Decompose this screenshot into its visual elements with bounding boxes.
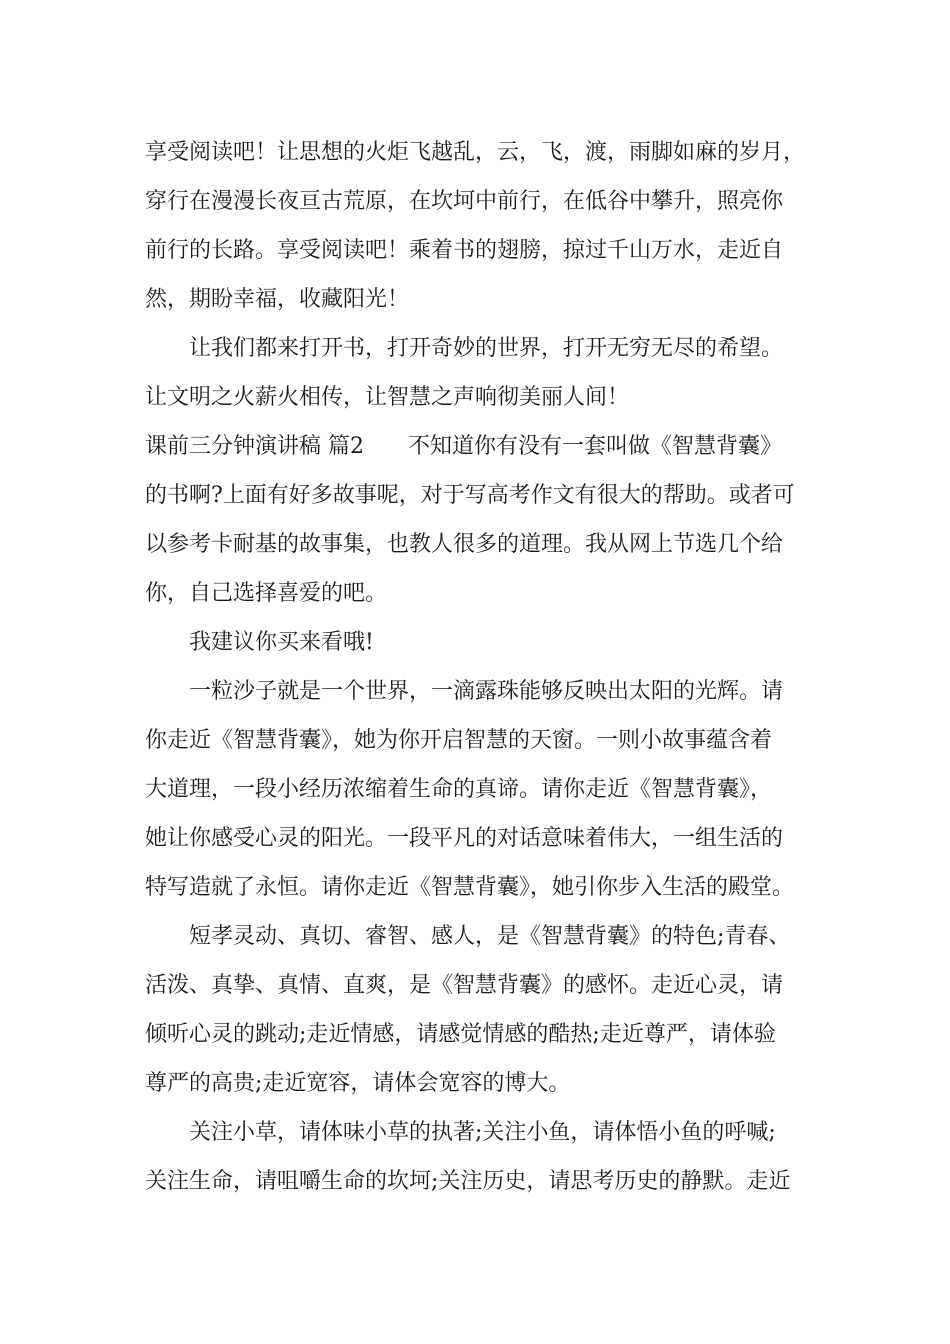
text-line: 关注生命，请咀嚼生命的坎坷;关注历史，请思考历史的静默。走近 (145, 1169, 791, 1194)
text-line: 你走近《智慧背囊》，她为你开启智慧的天窗。一则小故事蕴含着 (145, 728, 773, 753)
text-line: 倾听心灵的跳动;走近情感，请感觉情感的酷热;走近尊严，请体验 (145, 1022, 776, 1047)
body-text-before-heading (145, 128, 815, 422)
body-text-after-heading (145, 471, 815, 1206)
document-body (145, 128, 815, 1206)
text-line: 你，自己选择喜爱的吧。 (145, 581, 388, 606)
text-line: 享受阅读吧！让思想的火炬飞越乱，云，飞，渡，雨脚如麻的岁月， (145, 140, 806, 165)
text-line: 前行的长路。享受阅读吧！乘着书的翅膀，掠过千山万水，走近自 (145, 238, 784, 263)
text-line: 让文明之火薪火相传，让智慧之声响彻美丽人间！ (145, 385, 630, 410)
text-line: 短孝灵动、真切、睿智、感人，是《智慧背囊》的特色;青春、 (189, 924, 791, 949)
text-line: 一粒沙子就是一个世界，一滴露珠能够反映出太阳的光辉。请 (189, 679, 784, 704)
text-line: 我建议你买来看哦! (189, 630, 374, 655)
text-line: 的书啊?上面有好多故事呢，对于写高考作文有很大的帮助。或者可 (145, 483, 795, 508)
text-line: 以参考卡耐基的故事集，也教人很多的道理。我从网上节选几个给 (145, 532, 784, 557)
heading-line-text: 不知道你有没有一套叫做《智慧背囊》 (408, 434, 783, 459)
section-heading-line (145, 422, 815, 471)
text-line: 活泼、真挚、真情、直爽，是《智慧背囊》的感怀。走近心灵，请 (145, 973, 784, 998)
text-line: 尊严的高贵;走近宽容，请体会宽容的博大。 (145, 1071, 571, 1096)
text-line: 大道理，一段小经历浓缩着生命的真谛。请你走近《智慧背囊》， (145, 777, 773, 802)
text-line: 特写造就了永恒。请你走近《智慧背囊》，她引你步入生活的殿堂。 (145, 875, 795, 900)
text-line: 让我们都来打开书，打开奇妙的世界，打开无穷无尽的希望。 (189, 336, 784, 361)
text-line: 她让你感受心灵的阳光。一段平凡的对话意味着伟大，一组生活的 (145, 826, 784, 851)
text-line: 穿行在漫漫长夜亘古荒原，在坎坷中前行，在低谷中攀升，照亮你 (145, 189, 784, 214)
text-line: 然，期盼幸福，收藏阳光！ (145, 287, 410, 312)
text-line: 关注小草，请体味小草的执著;关注小鱼，请体悟小鱼的呼喊; (189, 1120, 776, 1145)
section-title: 课前三分钟演讲稿 篇2 (145, 434, 364, 459)
